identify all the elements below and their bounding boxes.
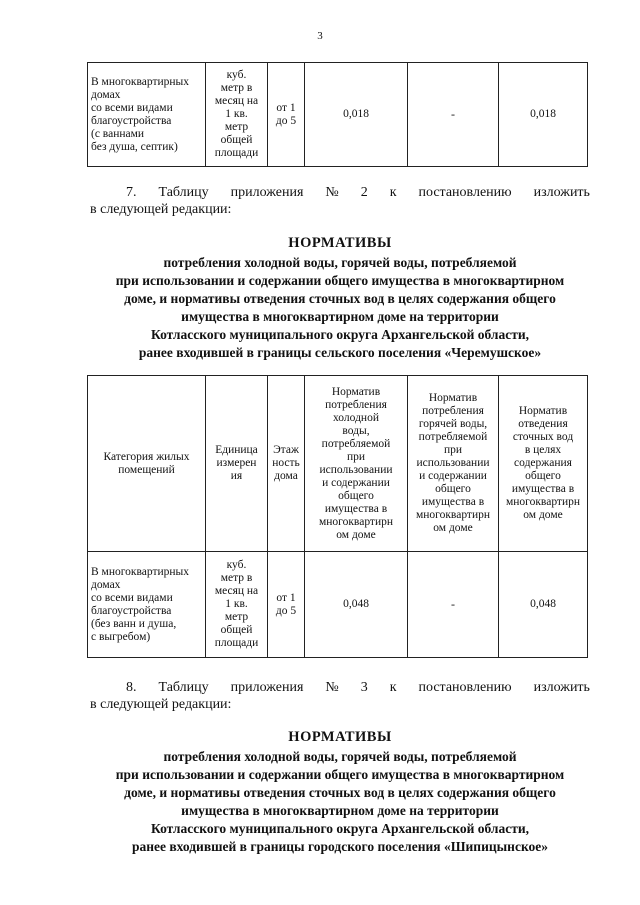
- sewage-norm-cell: 0,048: [499, 552, 588, 658]
- hot-water-norm-cell: -: [408, 552, 499, 658]
- heading-title: НОРМАТИВЫ: [288, 729, 392, 745]
- heading-title: НОРМАТИВЫ: [288, 235, 392, 251]
- paragraph-8: 8. Таблицу приложения № 3 к постановлению изложить в следующей редакции:: [90, 680, 590, 712]
- norms-table-cheremushskoe: [87, 375, 588, 658]
- table-row: [88, 552, 588, 658]
- header-category: Категория жилых помещений: [88, 376, 206, 552]
- header-cold-water: Норматив потребления холодной воды, потребляемой при использовании и содержании общего имущества в многоквартирн ом доме: [305, 376, 408, 552]
- paragraph-7: 7. Таблицу приложения № 2 к постановлению изложить в следующей редакции:: [90, 185, 590, 217]
- header-sewage: Норматив отведения сточных вод в целях содержания общего имущества в многоквартирн ом доме: [499, 376, 588, 552]
- cold-water-norm-cell: 0,018: [305, 63, 408, 167]
- norms-heading-shipitsynskoe: НОРМАТИВЫ потребления холодной воды, горячей воды, потребляемой при использовании и содержании общего имущества в многоквартирном доме, и нормативы отведения сточных вод в целях содержания общего имущества в многоквартирном доме на территории Котласского муниципального округа Архангельской области, ранее входившей в границы городского поселения «Шипицынское»: [60, 728, 620, 856]
- floors-cell: от 1 до 5: [268, 552, 305, 658]
- category-cell: В многоквартирных домах со всеми видами благоустройства (без ванн и душа, с выгребом): [88, 552, 206, 658]
- norms-heading-cheremushskoe: НОРМАТИВЫ потребления холодной воды, горячей воды, потребляемой при использовании и содержании общего имущества в многоквартирном доме, и нормативы отведения сточных вод в целях содержания общего имущества в многоквартирном доме на территории Котласского муниципального округа Архангельской области, ранее входившей в границы сельского поселения «Черемушское»: [60, 234, 620, 362]
- page-number: 3: [317, 30, 323, 42]
- table-header-row: [88, 376, 588, 552]
- floors-cell: от 1 до 5: [268, 63, 305, 167]
- category-cell: В многоквартирных домах со всеми видами благоустройства (с ваннами без душа, септик): [88, 63, 206, 167]
- norms-table-continuation: [87, 62, 588, 167]
- header-hot-water: Норматив потребления горячей воды, потребляемой при использовании и содержании общего имущества в многоквартирн ом доме: [408, 376, 499, 552]
- header-floors: Этаж ность дома: [268, 376, 305, 552]
- header-unit: Единица измерен ия: [206, 376, 268, 552]
- unit-cell: куб. метр в месяц на 1 кв. метр общей площади: [206, 552, 268, 658]
- cold-water-norm-cell: 0,048: [305, 552, 408, 658]
- table-row: [88, 63, 588, 167]
- hot-water-norm-cell: -: [408, 63, 499, 167]
- sewage-norm-cell: 0,018: [499, 63, 588, 167]
- unit-cell: куб. метр в месяц на 1 кв. метр общей площади: [206, 63, 268, 167]
